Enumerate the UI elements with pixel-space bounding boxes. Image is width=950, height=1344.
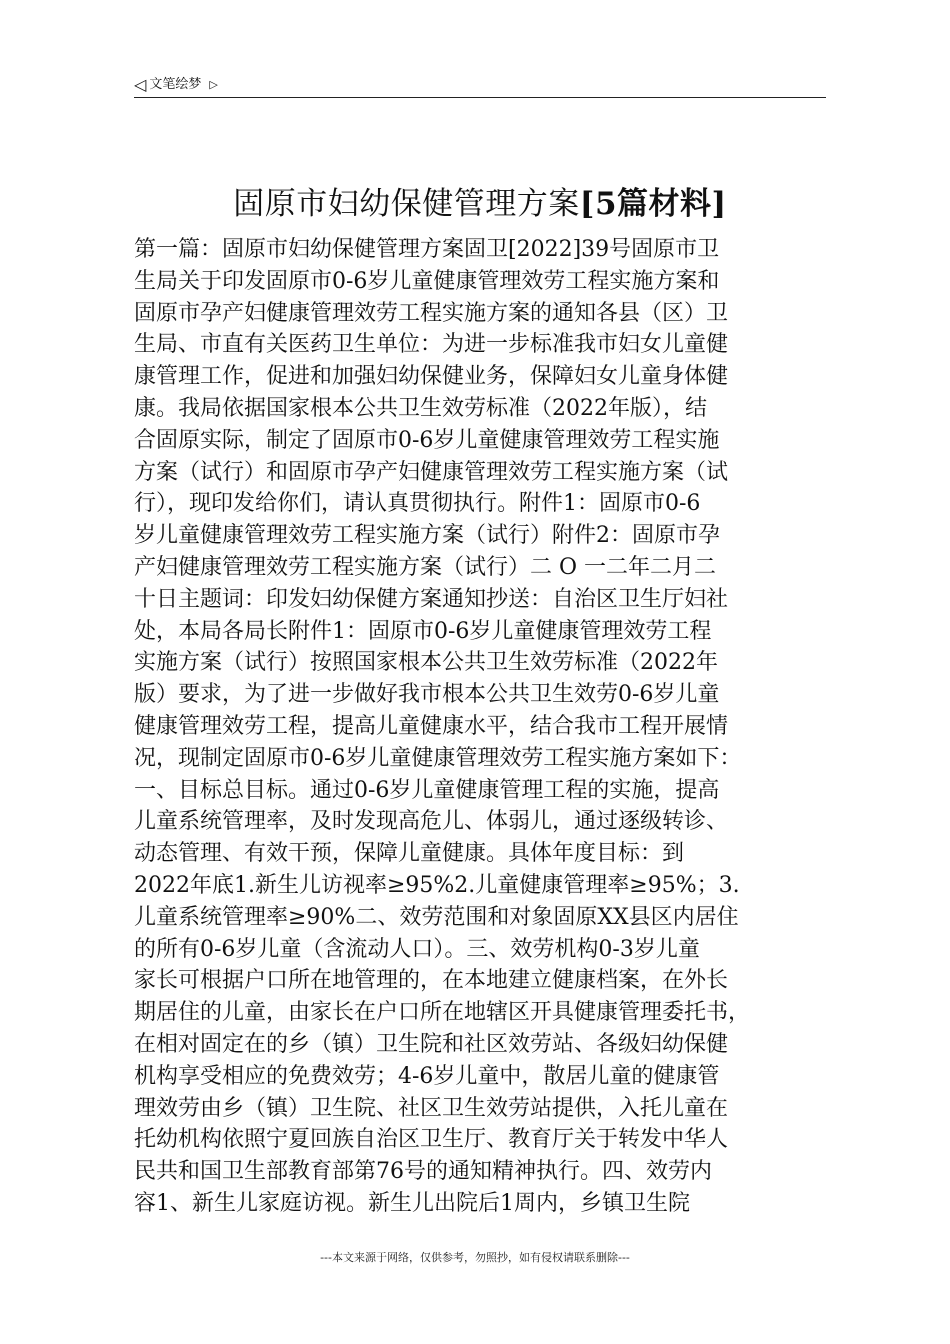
body-line: 行），现印发给你们，请认真贯彻执行。附件1：固原市0-6 (134, 491, 701, 517)
body-line: 第一篇：固原市妇幼保健管理方案固卫[2022]39号固原市卫 (134, 237, 720, 262)
body-line: 生局、市直有关医药卫生单位：为进一步标准我市妇女儿童健 (134, 332, 729, 358)
body-line: 儿童系统管理率≥90%二、效劳范围和对象固原XX县区内居住 (134, 904, 739, 930)
body-line: 实施方案（试行）按照国家根本公共卫生效劳标准（2022年 (134, 650, 718, 676)
body-line: 期居住的儿童，由家长在户口所在地辖区开具健康管理委托书， (134, 1000, 751, 1026)
header-divider (134, 97, 826, 98)
body-line: 康管理工作，促进和加强妇幼保健业务，保障妇女儿童身体健 (134, 364, 729, 390)
body-line: 康。我局依据国家根本公共卫生效劳标准（2022年版），结 (134, 395, 707, 421)
body-line: 民共和国卫生部教育部第76号的通知精神执行。四、效劳内 (134, 1159, 712, 1185)
body-line: 产妇健康管理效劳工程实施方案（试行）二 O 一二年二月二 (134, 554, 717, 580)
body-line: 的所有0-6岁儿童（含流动人口）。三、效劳机构0-3岁儿童 (134, 936, 700, 962)
footer-disclaimer: ---本文来源于网络，仅供参考，勿照抄，如有侵权请联系删除--- (320, 1251, 630, 1264)
document-title (134, 183, 826, 225)
body-line: 况，现制定固原市0-6岁儿童健康管理效劳工程实施方案如下： (134, 745, 742, 771)
body-line: 在相对固定在的乡（镇）卫生院和社区效劳站、各级妇幼保健 (134, 1031, 729, 1057)
body-line: 合固原实际，制定了固原市0-6岁儿童健康管理效劳工程实施 (134, 427, 720, 453)
body-line: 生局关于印发固原市0-6岁儿童健康管理效劳工程实施方案和 (134, 268, 720, 294)
body-line: 固原市孕产妇健康管理效劳工程实施方案的通知各县（区）卫 (134, 300, 729, 326)
body-line: 一、目标总目标。通过0-6岁儿童健康管理工程的实施，提高 (134, 777, 720, 803)
body-line: 版）要求，为了进一步做好我市根本公共卫生效劳0-6岁儿童 (134, 682, 720, 708)
body-line: 2022年底1.新生儿访视率≥95%2.儿童健康管理率≥95%；3. (134, 872, 740, 898)
body-line: 十日主题词：印发妇幼保健方案通知抄送：自治区卫生厅妇社 (134, 586, 729, 612)
body-line: 岁儿童健康管理效劳工程实施方案（试行）附件2：固原市孕 (134, 523, 720, 549)
body-line: 儿童系统管理率，及时发现高危儿、体弱儿，通过逐级转诊、 (134, 809, 729, 835)
triangle-left-icon: ◁ (134, 75, 147, 94)
body-line: 机构享受相应的免费效劳；4-6岁儿童中，散居儿童的健康管 (134, 1063, 720, 1089)
document-body (134, 234, 830, 1220)
body-line: 处，本局各局长附件1：固原市0-6岁儿童健康管理效劳工程 (134, 618, 712, 644)
title-suffix: [5篇材料] (579, 186, 727, 222)
page-header (134, 74, 826, 98)
body-line: 托幼机构依照宁夏回族自治区卫生厅、教育厅关于转发中华人 (134, 1127, 729, 1153)
body-line: 健康管理效劳工程，提高儿童健康水平，结合我市工程开展情 (134, 713, 729, 739)
body-line: 方案（试行）和固原市孕产妇健康管理效劳工程实施方案（试 (134, 459, 729, 485)
body-line: 家长可根据户口所在地管理的，在本地建立健康档案，在外长 (134, 968, 729, 994)
triangle-right-icon: ▷ (209, 78, 218, 91)
body-line: 容1、新生儿家庭访视。新生儿出院后1周内，乡镇卫生院 (134, 1190, 690, 1216)
brand-name: 文笔绘梦 (149, 77, 202, 92)
body-line: 动态管理、有效干预，保障儿童健康。具体年度目标：到 (134, 841, 685, 867)
body-line: 理效劳由乡（镇）卫生院、社区卫生效劳站提供，入托儿童在 (134, 1095, 729, 1121)
title-main: 固原市妇幼保健管理方案 (233, 186, 580, 222)
